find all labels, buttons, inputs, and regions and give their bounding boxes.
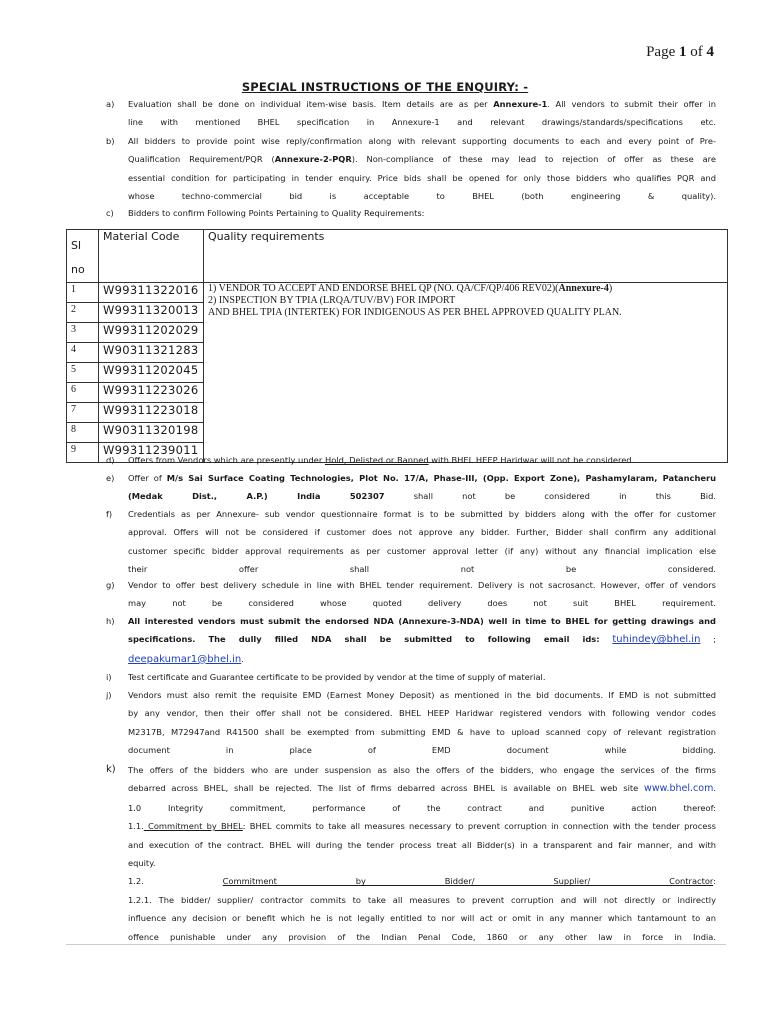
quality-requirements-text: 1) VENDOR TO ACCEPT AND ENDORSE BHEL QP (NO. QA/CF/QP/406 REV02)(Annexure-4) 2) INSPECTION BY TPIA (LRQA/TUV/BV) FOR IMPORT AND BHEL TPIA (INTERTEK) FOR INDIGENOUS AS PER BHEL APPROVED QUALITY PLAN. (204, 283, 728, 463)
document-title: SPECIAL INSTRUCTIONS OF THE ENQUIRY: - (241, 80, 529, 94)
table-row: 8 W90311320198 (67, 423, 728, 443)
header-quality: Quality requirements (204, 230, 728, 283)
header-material-code: Material Code (99, 230, 204, 283)
email-link-deepakumar[interactable]: deepakumar1@bhel.in (128, 653, 242, 665)
table-row: 3 W99311202029 (67, 323, 728, 343)
quality-requirements-table (66, 229, 728, 463)
table-row: 5 W99311202045 (67, 363, 728, 383)
bhel-website-link[interactable]: www.bhel.com (644, 783, 714, 795)
page-divider (66, 944, 726, 945)
table-row: 4 W90311321283 (67, 343, 728, 363)
table-row: 2 W99311320013 (67, 303, 728, 323)
page-number: Page 1 of 4 (646, 44, 714, 60)
header-sl: Sl no (67, 230, 99, 283)
email-link-tuhindey[interactable]: tuhindey@bhel.in (612, 634, 701, 646)
table-row: 6 W99311223026 (67, 383, 728, 403)
table-row: 1 W99311322016 1) VENDOR TO ACCEPT AND ENDORSE BHEL QP (NO. QA/CF/QP/406 REV02)(Annexure-4) 2) INSPECTION BY TPIA (LRQA/TUV/BV) FOR IMPORT AND BHEL TPIA (INTERTEK) FOR INDIGENOUS AS PER BHEL APPROVED QUALITY PLAN. (67, 283, 728, 303)
table-header-row (67, 230, 728, 283)
table-row: 9 W99311239011 (67, 443, 728, 463)
table-row: 7 W99311223018 (67, 403, 728, 423)
item-a: a) Evaluation shall be done on individual item-wise basis. Item details are as per Annexure-1. All vendors to submit their offer in line with mentioned BHEL specification in Annexure-1 and relevant drawings/standards/specifications etc. (106, 99, 716, 128)
